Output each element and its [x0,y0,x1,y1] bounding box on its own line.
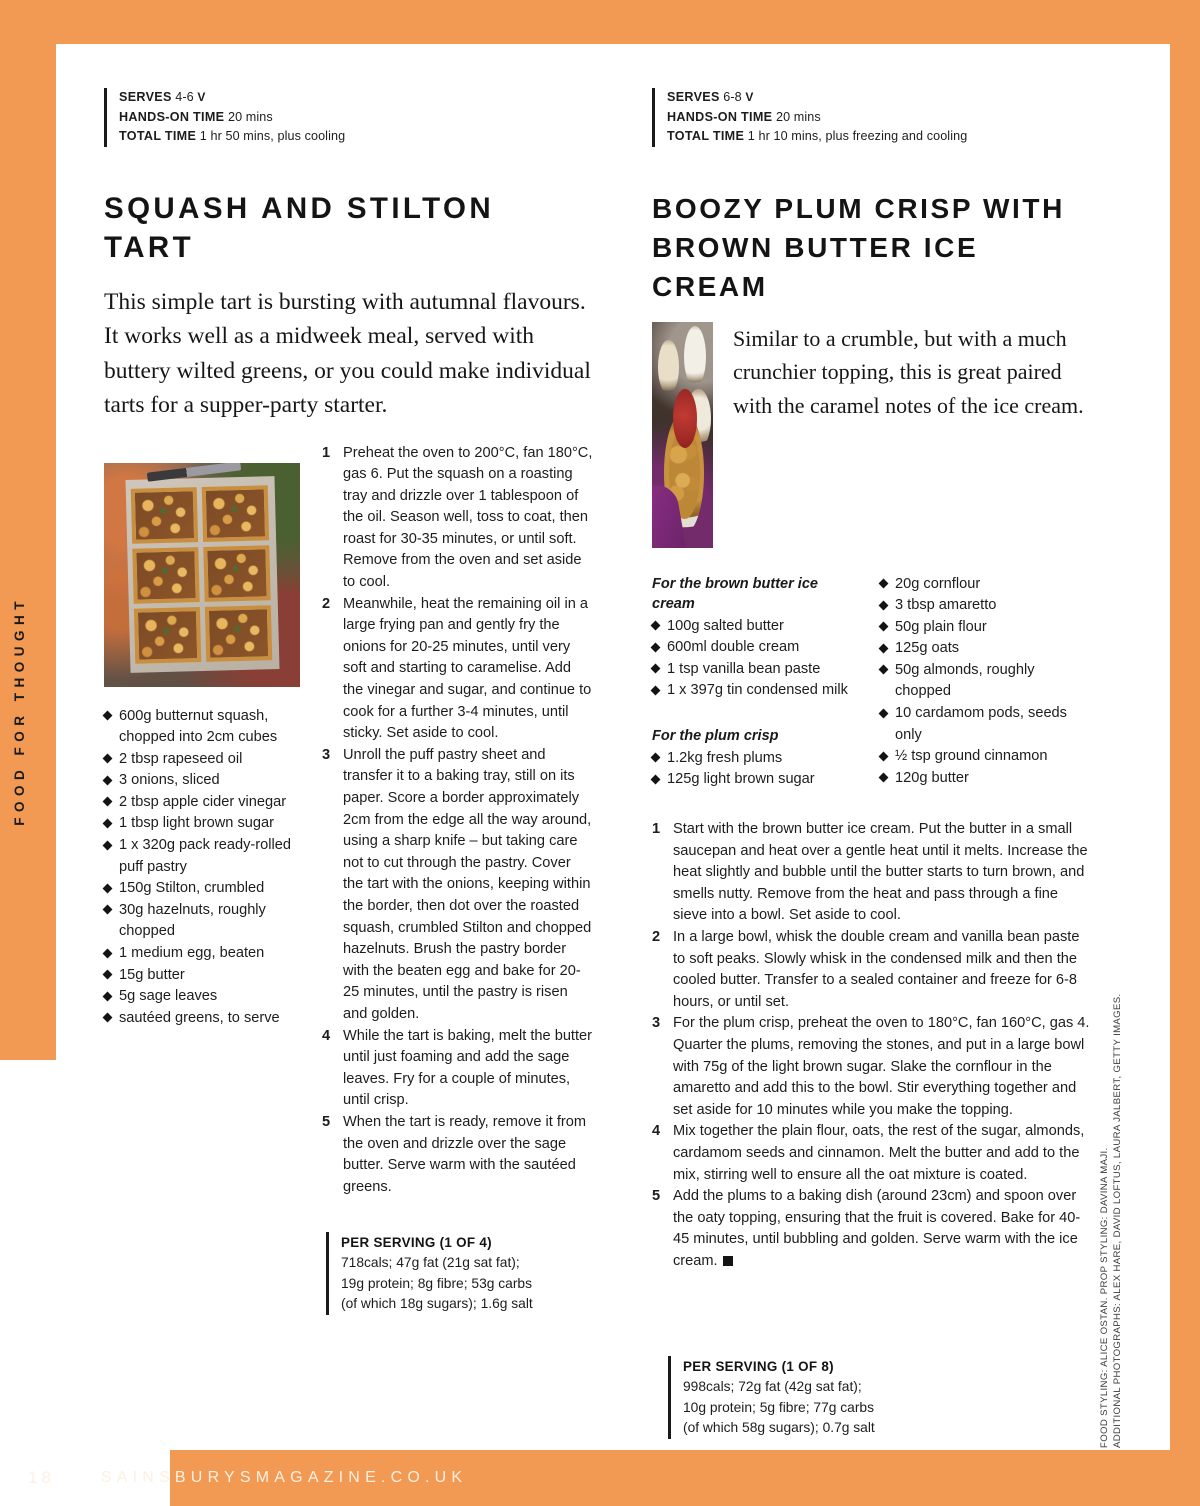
ingredient-text: 15g butter [119,966,185,983]
per-serving-heading: PER SERVING (1 OF 8) [683,1359,834,1374]
method-step [652,1186,1092,1272]
diamond-bullet-icon [651,685,661,695]
per-serving-line-1: 998cals; 72g fat (42g sat fat); [683,1379,862,1394]
serves-label: SERVES [119,90,172,104]
ingredient-item [104,1008,300,1030]
section-label-food-for-thought: FOOD FOR THOUGHT [12,596,27,826]
diamond-bullet-icon [103,711,113,721]
ingredient-text: 1 x 397g tin condensed milk [667,682,848,699]
step-number: 5 [652,1188,661,1205]
end-of-article-marker [723,1256,733,1266]
ingredient-group-heading: For the brown butter ice cream [652,575,818,612]
ingredient-text: 1 tsp vanilla bean paste [667,660,821,677]
method-step [322,1112,594,1198]
method-step [652,1121,1092,1186]
plum-filling [673,389,697,448]
ingredient-item [880,574,1092,596]
recipe-title-plum-crisp [652,189,1092,306]
ingredient-group-heading: For the plum crisp [652,727,779,744]
method-step [322,443,594,594]
diamond-bullet-icon [879,622,889,632]
ingredient-item [104,878,300,900]
step-number: 2 [322,595,331,612]
per-serving-line-3: (of which 18g sugars); 1.6g salt [341,1296,533,1312]
right-ingredients-row [652,574,1092,792]
ingredient-item [104,792,300,814]
step-text: When the tart is ready, remove it from the oven and drizzle over the sage butter. Serve warm with the sautéed greens. [343,1113,587,1195]
ingredients-list-plum-crisp-2 [880,574,1092,790]
recipe-title-line-2: BROWN BUTTER ICE CREAM [652,231,979,302]
serves-value: 4-6 [175,90,194,104]
ingredient-item [104,900,300,943]
diamond-bullet-icon [879,600,889,610]
step-text: For the plum crisp, preheat the oven to 180°C, fan 160°C, gas 4. Quarter the plums, removing the stones, and put in a large bowl with 75g of the light brown sugar. Slake the cornflour in the amaretto and add this to the bowl. Stir everything together and set aside for 10 minutes while you make the topping. [673,1015,1090,1118]
left-recipe-body [104,443,594,1199]
ingredient-text: 1 x 320g pack ready-rolled puff pastry [119,837,291,875]
ingredient-item [652,769,862,791]
per-serving-line-2: 19g protein; 8g fibre; 53g carbs [341,1275,532,1291]
diamond-bullet-icon [103,840,113,850]
diamond-bullet-icon [103,797,113,807]
vegetarian-badge: V [197,90,206,104]
ingredient-item [652,659,862,681]
tart-slice [202,485,270,542]
page-number: 18 [28,1468,55,1487]
ingredient-text: 600ml double cream [667,639,800,656]
step-text: Start with the brown butter ice cream. Put the butter in a small saucepan and heat over a gentle heat until it melts. Increase the heat slightly and bubble until the butter starts to turn brown, and smells nutty. Remove from the heat and pass through a fine sieve into a bowl. Set aside to cool. [673,821,1088,924]
ingredient-item [880,703,1092,746]
ingredient-item [652,616,862,638]
ingredient-text: 125g light brown sugar [667,771,815,788]
ingredient-text: 50g plain flour [895,618,987,635]
recipe-title-squash-tart: SQUASH AND STILTON TART [104,191,495,264]
right-photo-standfirst-row [652,322,1092,548]
ingredient-text: 2 tbsp apple cider vinegar [119,793,287,810]
per-serving-line-2: 10g protein; 5g fibre; 77g carbs [683,1399,874,1415]
ingredient-text: 125g oats [895,640,960,657]
step-number: 5 [322,1113,331,1130]
diamond-bullet-icon [103,754,113,764]
diamond-bullet-icon [103,991,113,1001]
ingredient-item [104,706,300,749]
per-serving-heading: PER SERVING (1 OF 4) [341,1235,492,1250]
ingredient-item [652,637,862,659]
step-number: 4 [322,1027,331,1044]
step-text: Preheat the oven to 200°C, fan 180°C, gas 6. Put the squash on a roasting tray and drizzle over 1 tablespoon of the oil. Season well, toss to coat, then roast for 30-35 minutes, or until soft. Remove from the oven and set aside to cool. [343,444,593,591]
step-number: 1 [322,444,331,461]
step-text: Mix together the plain flour, oats, the rest of the sugar, almonds, cardamom seeds and cinnamon. Melt the butter and add to the mix, stirring well to ensure all the oat mixture is coated. [673,1123,1085,1183]
meta-hands-on-line [667,108,1092,128]
ingredient-text: sautéed greens, to serve [119,1009,280,1026]
diamond-bullet-icon [103,1013,113,1023]
ice-cream-bowl-top-left [658,340,679,394]
ingredient-text: 50g almonds, roughly chopped [895,661,1035,700]
ingredients-list-squash-tart [104,706,300,1030]
step-number: 3 [652,1015,661,1032]
step-number: 1 [652,821,661,838]
ingredient-item [880,595,1092,617]
recipe-title-line-1: BOOZY PLUM CRISP WITH [652,192,1065,224]
ingredient-text: 30g hazelnuts, roughly chopped [119,901,266,940]
ingredient-item [880,617,1092,639]
recipe-standfirst-left: This simple tart is bursting with autumnal flavours. It works well as a midweek meal, served with buttery wilted greens, or you could make individual tarts for a supper-party starter. [104,288,591,418]
diamond-bullet-icon [103,883,113,893]
ingredient-item [880,768,1092,790]
ingredient-item [104,943,300,965]
recipe-meta-right [652,88,1092,147]
diamond-bullet-icon [651,753,661,763]
step-text: Add the plums to a baking dish (around 23cm) and spoon over the oaty topping, ensuring that the fruit is covered. Bake for 40-45 minutes, until bubbling and golden. Serve warm with the ice cream. [673,1188,1081,1269]
diamond-bullet-icon [879,665,889,675]
ingredient-item [880,660,1092,703]
per-serving-box-squash-tart [326,1232,586,1315]
crisp-photo-scene [652,322,713,548]
step-text: In a large bowl, whisk the double cream and vanilla bean paste to soft peaks. Slowly whisk in the condensed milk and then the cooled butter. Transfer to a sealed container and freeze for 6-8 hours, or until set. [673,929,1080,1010]
ingredient-item [104,835,300,878]
ingredient-text: 3 tbsp amaretto [895,597,997,614]
ingredients-list-plum-crisp-1 [652,748,862,791]
tart-photo-scene [104,463,300,687]
diamond-bullet-icon [651,642,661,652]
ingredients-col-b [880,574,1092,792]
hands-on-label: HANDS-ON TIME [667,109,773,124]
credits-line-1: FOOD STYLING: ALICE OSTAN. PROP STYLING: DAVINA MAJI. [1099,1147,1110,1448]
total-time-label: TOTAL TIME [667,129,745,143]
method-list-squash-tart [322,443,594,1199]
recipe-meta-left [104,88,594,147]
step-text: Meanwhile, heat the remaining oil in a large frying pan and gently fry the onions for 20-25 minutes, until very soft and starting to caramelise. Add the vinegar and sugar, and continue to cook for a further 3-4 minutes, until sticky. Set aside to cool. [343,595,592,742]
ingredient-text: 2 tbsp rapeseed oil [119,750,243,767]
method-step [652,819,1092,927]
step-number: 2 [652,929,661,946]
ingredient-item [652,680,862,702]
ingredient-text: 150g Stilton, crumbled [119,880,265,897]
step-text: While the tart is baking, melt the butter until just foaming and add the sage leaves. Fry for a couple of minutes, until crisp. [343,1027,593,1109]
left-method-column [322,443,594,1199]
ingredient-item [880,746,1092,768]
ingredients-list-plum-crisp-1 [652,616,862,702]
ingredient-text: 10 cardamom pods, seeds only [895,705,1067,743]
hands-on-label: HANDS-ON TIME [119,109,225,124]
diamond-bullet-icon [879,643,889,653]
meta-total-time-line [119,127,594,147]
diamond-bullet-icon [103,948,113,958]
diamond-bullet-icon [879,708,889,718]
total-time-value: 1 hr 10 mins, plus freezing and cooling [747,129,968,143]
per-serving-box-plum-crisp [668,1356,928,1439]
step-number: 4 [652,1123,661,1140]
ingredients-col-a [652,574,862,792]
method-step [652,1013,1092,1121]
method-step [322,1026,594,1112]
tart-slice [133,547,201,604]
diamond-bullet-icon [103,905,113,915]
ingredient-item [104,986,300,1008]
plum-crisp-photo [652,322,713,548]
ingredient-item [104,749,300,771]
meta-serves-line [667,88,1092,108]
ingredient-text: 3 onions, sliced [119,772,220,789]
method-step [322,745,594,1026]
photo-credits [1098,858,1124,1448]
tart-slice [204,545,272,602]
ingredient-item [652,748,862,770]
left-ingredients-column [104,443,300,1030]
page-footer [0,1450,1200,1506]
ingredient-item [104,965,300,987]
right-edge-orange-strip [1170,0,1200,1506]
ingredient-text: 600g butternut squash, chopped into 2cm cubes [119,707,278,746]
diamond-bullet-icon [651,621,661,631]
squash-tart-photo [104,463,300,687]
ingredient-text: ½ tsp ground cinnamon [895,748,1048,765]
step-text: Unroll the puff pastry sheet and transfer it to a baking tray, still on its paper. Score a border approximately 2cm from the edge all the way around, using a sharp knife – but taking care not to cut through the pastry. Cover the tart with the onions, keeping within the border, then dot over the roasted squash, crumbled Stilton and chopped hazelnuts. Brush the pastry border with the beaten egg and bake for 20-25 minutes, until the pastry is risen and golden. [343,746,592,1022]
per-serving-line-3: (of which 58g sugars); 0.7g salt [683,1420,875,1436]
meta-hands-on-line [119,108,594,128]
tart-slice [134,607,202,664]
ingredient-item [104,770,300,792]
step-number: 3 [322,746,331,763]
ingredient-text: 20g cornflour [895,575,981,592]
tart-slice [205,605,273,662]
total-time-label: TOTAL TIME [119,129,197,143]
diamond-bullet-icon [651,664,661,674]
meta-total-time-line [667,127,1092,147]
serves-label: SERVES [667,90,720,104]
ingredient-text: 1 tbsp light brown sugar [119,815,274,832]
serves-value: 6-8 [723,90,742,104]
meta-serves-line [119,88,594,108]
diamond-bullet-icon [103,819,113,829]
method-step [322,594,594,745]
tart-slices [131,485,273,663]
ingredient-text: 1 medium egg, beaten [119,945,265,962]
total-time-value: 1 hr 50 mins, plus cooling [199,129,346,143]
vegetarian-badge: V [745,90,754,104]
diamond-bullet-icon [879,579,889,589]
diamond-bullet-icon [879,751,889,761]
diamond-bullet-icon [103,970,113,980]
ice-cream-scoop-bowl [684,326,706,387]
recipe-standfirst-right: Similar to a crumble, but with a much crunchier topping, this is great paired with the caramel notes of the ice cream. [733,325,1084,418]
hands-on-value: 20 mins [227,109,273,124]
recipe-column-right [652,88,1092,1273]
credits-line-2: ADDITIONAL PHOTOGRAPHS: ALEX HARE, DAVID LOFTUS, LAURA JALBERT, GETTY IMAGES. [1112,993,1123,1448]
diamond-bullet-icon [879,773,889,783]
ingredient-text: 120g butter [895,769,969,786]
per-serving-line-1: 718cals; 47g fat (21g sat fat); [341,1255,520,1270]
ingredient-text: 100g salted butter [667,617,784,634]
ingredient-text: 5g sage leaves [119,988,218,1005]
footer-website[interactable]: SAINSBURYSMAGAZINE.CO.UK [100,1469,468,1486]
ingredient-item [880,638,1092,660]
tart-slice [131,487,199,544]
method-list-plum-crisp [652,819,1092,1272]
ingredient-text: 1.2kg fresh plums [667,749,783,766]
diamond-bullet-icon [651,775,661,785]
diamond-bullet-icon [103,775,113,785]
ingredient-groups [652,574,862,792]
recipe-column-left [104,88,594,1198]
hands-on-value: 20 mins [775,109,821,124]
ingredient-item [104,813,300,835]
method-step [652,927,1092,1013]
